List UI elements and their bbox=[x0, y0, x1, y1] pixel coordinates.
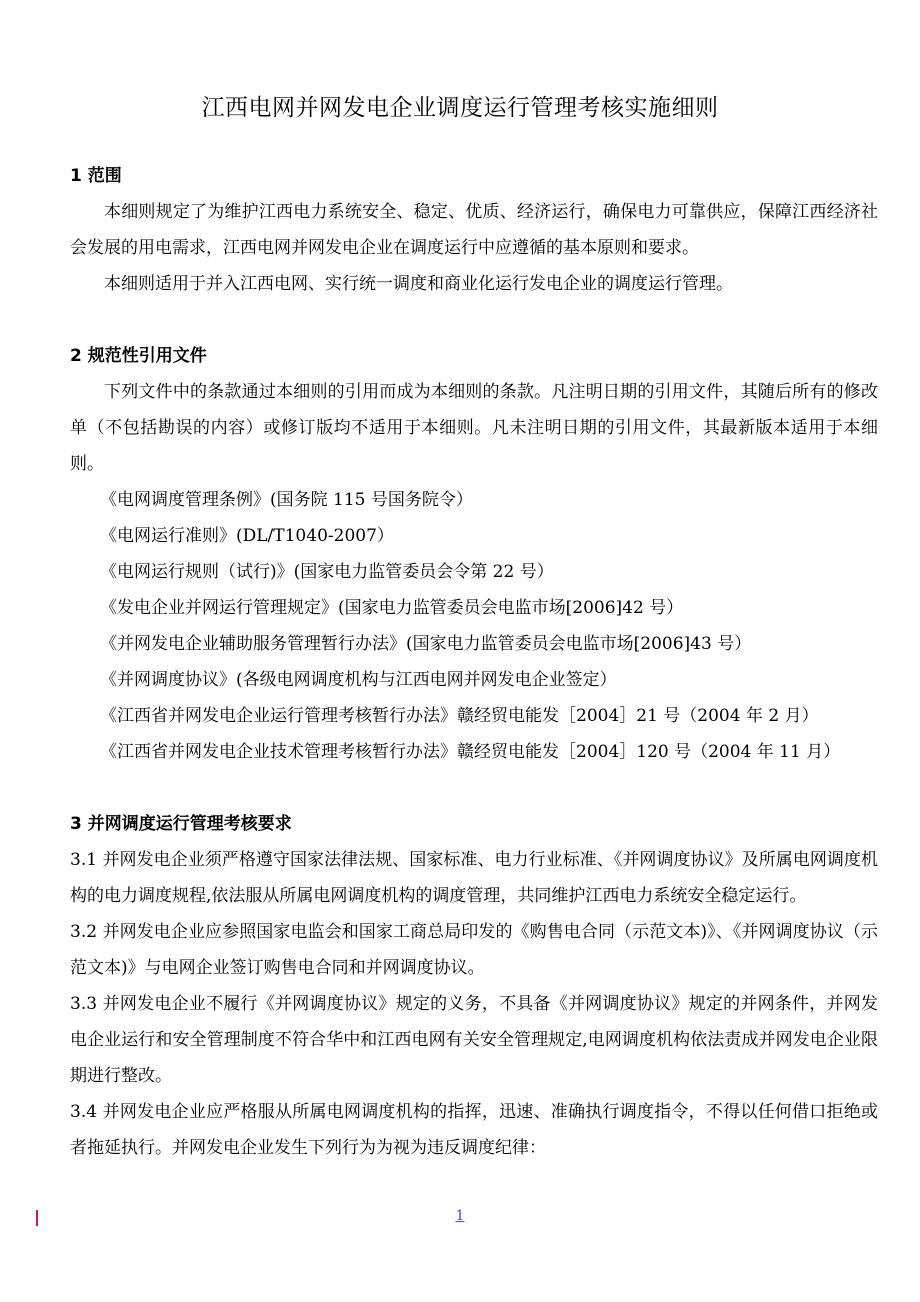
clause-3-1: 3.1 并网发电企业须严格遵守国家法律法规、国家标准、电力行业标准、《并网调度协议》及所属电网调度机构的电力调度规程,依法服从所属电网调度机构的调度管理，共同维护江西电力系统安全稳定运行。 bbox=[70, 850, 878, 906]
reference-item: 《并网调度协议》(各级电网调度机构与江西电网并网发电企业签定） bbox=[100, 670, 617, 690]
clause-3-2: 3.2 并网发电企业应参照国家电监会和国家工商总局印发的《购售电合同（示范文本)》、《并网调度协议（示范文本)》与电网企业签订购售电合同和并网调度协议。 bbox=[70, 922, 878, 978]
page-number: 1 bbox=[455, 1208, 465, 1224]
section-2-paragraph-1: 下列文件中的条款通过本细则的引用而成为本细则的条款。凡注明日期的引用文件，其随后所有的修改单（不包括勘误的内容）或修订版均不适用于本细则。凡未注明日期的引用文件，其最新版本适用于本细则。 bbox=[70, 382, 878, 474]
reference-item: 《江西省并网发电企业技术管理考核暂行办法》赣经贸电能发［2004］120 号（2004 年 11 月） bbox=[100, 742, 841, 762]
spacer bbox=[70, 770, 878, 806]
section-3-heading: 3 并网调度运行管理考核要求 bbox=[70, 814, 292, 834]
reference-item: 《电网运行规则（试行)》(国家电力监管委员会令第 22 号） bbox=[100, 562, 554, 582]
reference-item: 《电网运行准则》(DL/T1040-2007） bbox=[100, 526, 394, 546]
section-1-paragraph-1: 本细则规定了为维护江西电力系统安全、稳定、优质、经济运行，确保电力可靠供应，保障江西经济社会发展的用电需求，江西电网并网发电企业在调度运行中应遵循的基本原则和要求。 bbox=[70, 202, 878, 258]
clause-3-3: 3.3 并网发电企业不履行《并网调度协议》规定的义务，不具备《并网调度协议》规定的并网条件，并网发电企业运行和安全管理制度不符合华中和江西电网有关安全管理规定,电网调度机构依法责成并网发电企业限期进行整改。 bbox=[70, 994, 878, 1086]
reference-item: 《江西省并网发电企业运行管理考核暂行办法》赣经贸电能发［2004］21 号（2004 年 2 月） bbox=[100, 706, 819, 726]
section-1-heading: 1 范围 bbox=[70, 166, 122, 186]
reference-item: 《发电企业并网运行管理规定》(国家电力监管委员会电监市场[2006]42 号） bbox=[100, 598, 684, 618]
section-2-heading: 2 规范性引用文件 bbox=[70, 346, 207, 366]
clause-3-4: 3.4 并网发电企业应严格服从所属电网调度机构的指挥，迅速、准确执行调度指令，不得以任何借口拒绝或者拖延执行。并网发电企业发生下列行为为视为违反调度纪律： bbox=[70, 1102, 878, 1158]
document-body bbox=[70, 158, 878, 1166]
spacer bbox=[70, 302, 878, 338]
reference-item: 《电网调度管理条例》(国务院 115 号国务院令） bbox=[100, 490, 473, 510]
document-title: 江西电网并网发电企业调度运行管理考核实施细则 bbox=[201, 95, 719, 121]
reference-item: 《并网发电企业辅助服务管理暂行办法》(国家电力监管委员会电监市场[2006]43 号） bbox=[100, 634, 752, 654]
section-1-paragraph-2: 本细则适用于并入江西电网、实行统一调度和商业化运行发电企业的调度运行管理。 bbox=[104, 274, 733, 294]
